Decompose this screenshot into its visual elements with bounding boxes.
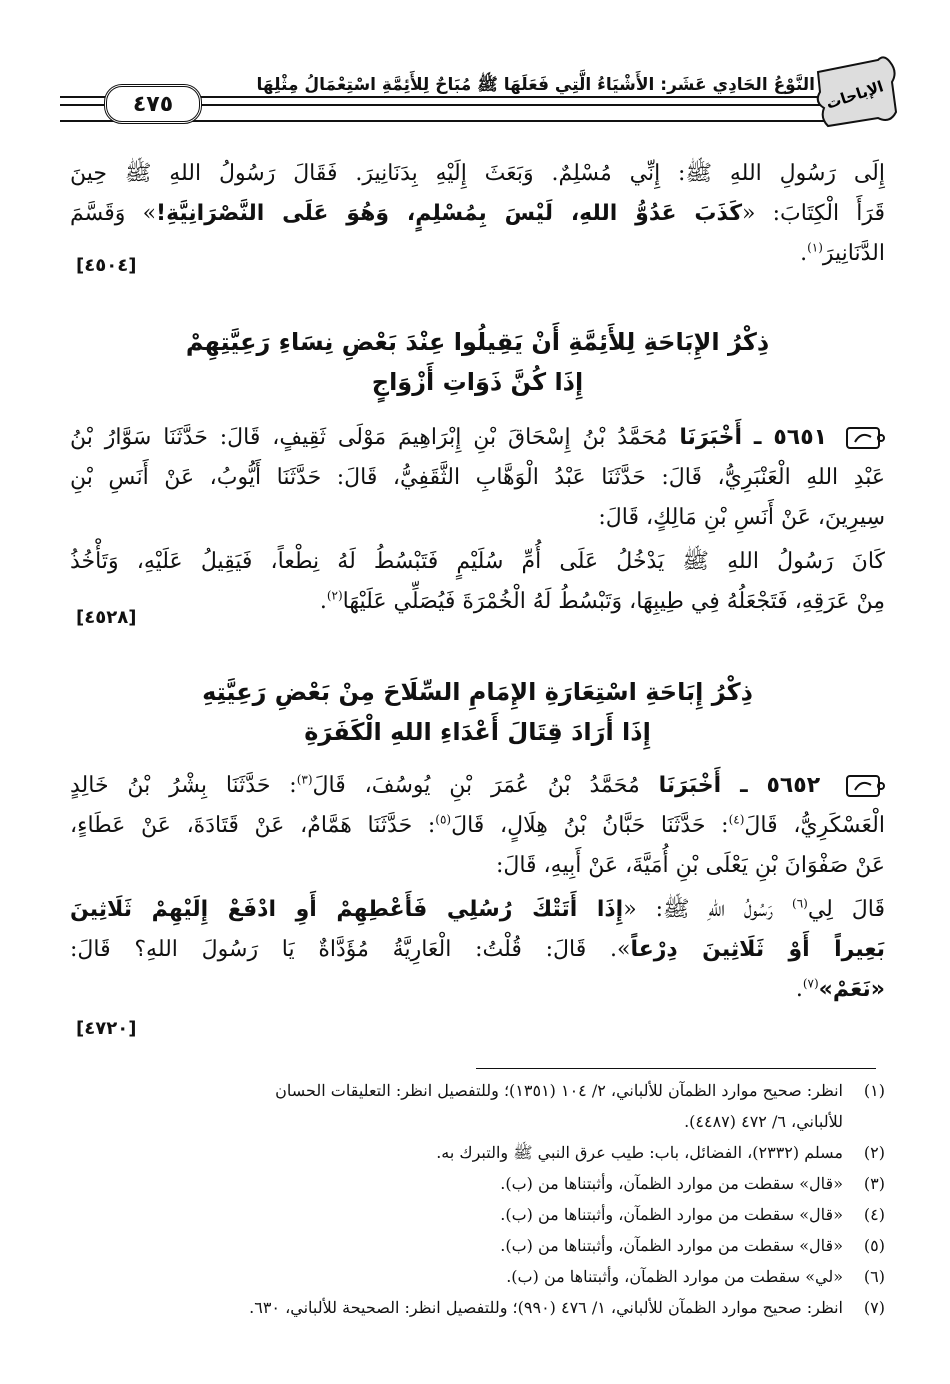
footnote-marker[interactable]: (٢) bbox=[326, 588, 343, 603]
text-span: مُحَمَّدُ بْنُ عُمَرَ بْنِ يُوسُفَ، قَالَ bbox=[312, 773, 640, 798]
akhbarana-label: أَخْبَرَنَا bbox=[679, 425, 743, 450]
footnote-number: (٧) bbox=[863, 1298, 885, 1317]
heading-line: إِذَا كُنَّ ذَوَاتِ أَزْوَاجٍ bbox=[371, 368, 584, 396]
text-span: : حَدَّثَنَا حَبَّانُ بْنُ هِلَالٍ، قَالَ bbox=[451, 813, 729, 838]
footnote-line bbox=[70, 1137, 885, 1168]
footnote-line bbox=[70, 1199, 885, 1230]
footnote-line bbox=[70, 1292, 885, 1323]
footnote-line bbox=[70, 1075, 885, 1106]
hadith-5651 bbox=[70, 418, 885, 622]
page-number: ٤٧٥ bbox=[104, 84, 202, 124]
text-span: الْعَسْكَرِيُّ، قَالَ bbox=[744, 813, 885, 838]
hadith-marker-icon bbox=[845, 425, 885, 451]
text-line bbox=[70, 890, 885, 930]
text-line: ٥٦٥٢ ـ أَخْبَرَنَا مُحَمَّدُ بْنُ عُمَرَ بْنِ يُوسُفَ، قَالَ$^{(٣)}$: حَدَّثَنَا بِشْرُ بْنُ خَالِدٍ bbox=[70, 766, 885, 806]
chapter-heading bbox=[70, 322, 885, 402]
text-line bbox=[70, 930, 885, 970]
emblem-text: الإباحات bbox=[823, 77, 886, 113]
reference-number: [٤٧٢٠] bbox=[76, 1018, 137, 1039]
footnote-separator bbox=[476, 1068, 876, 1069]
footnote-text: «لي» سقطت من موارد الظمآن، وأثبتناها من (ب). bbox=[506, 1267, 843, 1286]
footnote-marker[interactable]: (١) bbox=[807, 240, 823, 255]
footnote-line bbox=[70, 1230, 885, 1261]
text-span: قَالَ لِي bbox=[807, 897, 886, 922]
heading-line: إِذَا أَرَادَ قِتَالَ أَعْدَاءِ اللهِ الْكَفَرَةِ bbox=[304, 718, 651, 746]
footnote-number: (٢) bbox=[863, 1143, 885, 1162]
heading-line: ذِكْرُ إِبَاحَةِ اسْتِعَارَةِ الإِمَامِ السِّلَاحَ مِنْ بَعْضِ رَعِيَّتِهِ bbox=[202, 678, 753, 706]
footnote-marker[interactable]: (٦) bbox=[792, 896, 808, 911]
footnote-line bbox=[70, 1261, 885, 1292]
hadith-number: ٥٦٥٢ bbox=[766, 773, 821, 798]
footnote-text: «قال» سقطت من موارد الظمآن، وأثبتناها من (ب). bbox=[500, 1236, 843, 1255]
footnote-text: مسلم (٢٣٣٢)، الفضائل، باب: طيب عرق النبي ﷺ والتبرك به. bbox=[436, 1143, 843, 1162]
text-span: رَسُولُ اللهِ ﷺ: « bbox=[623, 897, 793, 922]
hadith-quote-bold: «نَعَمْ» bbox=[818, 977, 885, 1002]
footnote-number: (٥) bbox=[863, 1236, 885, 1255]
footnote-number: (٣) bbox=[863, 1174, 885, 1193]
footnote-line bbox=[70, 1168, 885, 1199]
text-span: ». قَالَ: قُلْتُ: الْعَارِيَّةُ مُؤَدَّاةٌ يَا رَسُولَ اللهِ؟ قَالَ: bbox=[70, 937, 631, 962]
footnotes bbox=[70, 1075, 885, 1323]
hadith-quote-bold: بَعِيراً أَوْ ثَلَاثِينَ دِرْعاً bbox=[630, 937, 886, 962]
footnote-marker[interactable]: (٥) bbox=[435, 812, 452, 827]
footnote-marker[interactable]: (٧) bbox=[802, 976, 819, 991]
text-span: : حَدَّثَنَا هَمَّامٌ، عَنْ قَتَادَةَ، عَنْ عَطَاءٍ، bbox=[70, 813, 436, 838]
footnote-number: (١) bbox=[863, 1081, 885, 1100]
text-line: سِيرِينَ، عَنْ أَنَسِ بْنِ مَالِكٍ، قَالَ: bbox=[598, 505, 885, 530]
hadith-number: ٥٦٥١ bbox=[773, 425, 828, 450]
text-span: . bbox=[800, 241, 808, 266]
text-span: » وَقَسَّمَ bbox=[70, 201, 157, 226]
akhbarana-label: أَخْبَرَنَا bbox=[658, 773, 722, 798]
footnote-number: (٤) bbox=[863, 1205, 885, 1224]
text-line bbox=[70, 582, 885, 622]
footnote-marker[interactable]: (٣) bbox=[296, 772, 313, 787]
text-line: كَانَ رَسُولُ اللهِ ﷺ يَدْخُلُ عَلَى أُمِّ سُلَيْمٍ فَتَبْسُطُ لَهُ نِطْعاً، فَيَقِيلُ عَلَيْهِ، وَتَأْخُذُ bbox=[70, 549, 885, 574]
puzzle-emblem bbox=[808, 52, 903, 132]
text-line: ٥٦٥١ ـ أَخْبَرَنَا مُحَمَّدُ بْنُ إِسْحَاقَ بْنِ إِبْرَاهِيمَ مَوْلَى ثَقِيفٍ، قَالَ: حَدَّثَنَا سَوَّارُ بْنُ bbox=[70, 418, 885, 458]
footnote-line bbox=[70, 1106, 885, 1137]
footnote-text: «قال» سقطت من موارد الظمآن، وأثبتناها من (ب). bbox=[500, 1205, 843, 1224]
text-span: قَرَأَ الْكِتَابَ: « bbox=[742, 201, 885, 226]
reference-number: [٤٥٠٤] bbox=[76, 255, 137, 276]
hadith-quote-bold: إِذَا أَتَتْكَ رُسُلِي فَأَعْطِهِمْ أَوِ ادْفَعْ إِلَيْهِمْ ثَلَاثِينَ bbox=[70, 897, 624, 922]
text-span: . bbox=[319, 589, 327, 614]
footnote-number: (٦) bbox=[863, 1267, 885, 1286]
footnote-text: انظر: صحيح موارد الظمآن للألباني، ٢/ ١٠٤ (١٣٥١)؛ وللتفصيل انظر: التعليقات الحسان bbox=[275, 1081, 843, 1100]
chapter-heading bbox=[70, 672, 885, 752]
text-span: . bbox=[795, 977, 803, 1002]
text-span: مُحَمَّدُ بْنُ إِسْحَاقَ بْنِ إِبْرَاهِيمَ مَوْلَى ثَقِيفٍ، قَالَ: حَدَّثَنَا سَوَّارُ بْنُ bbox=[70, 425, 668, 450]
reference-number: [٤٥٢٨] bbox=[76, 607, 137, 628]
running-header-title: النَّوْعُ الحَادِي عَشَر: الأَشْيَاءُ الَّتِي فَعَلَهَا ﷺ مُبَاحٌ لِلأَئِمَّةِ اسْتِعْمَالُ مِثْلِهَا bbox=[256, 75, 815, 95]
hadith-marker-icon bbox=[845, 773, 885, 799]
text-line: عَبْدِ اللهِ الْعَنْبَرِيُّ، قَالَ: حَدَّثَنَا عَبْدُ الْوَهَّابِ الثَّقَفِيُّ، قَالَ: حَدَّثَنَا أَيُّوبُ، عَنْ أَنَسِ بْنِ bbox=[70, 465, 885, 490]
footnote-marker[interactable]: (٤) bbox=[728, 812, 745, 827]
text-line: عَنْ صَفْوَانَ بْنِ يَعْلَى بْنِ أُمَيَّةَ، عَنْ أَبِيهِ، قَالَ: bbox=[495, 853, 885, 878]
text-line bbox=[70, 806, 885, 846]
text-span: : حَدَّثَنَا بِشْرُ بْنُ خَالِدٍ bbox=[70, 773, 297, 798]
text-line: إِلَى رَسُولِ اللهِ ﷺ: إِنِّي مُسْلِمٌ. وَبَعَثَ إِلَيْهِ بِدَنَانِيرَ. فَقَالَ رَسُولُ اللهِ ﷺ حِينَ bbox=[70, 161, 885, 186]
heading-line: ذِكْرُ الإِبَاحَةِ لِلأَئِمَّةِ أَنْ يَقِيلُوا عِنْدَ بَعْضِ نِسَاءِ رَعِيَّتِهِمْ bbox=[185, 328, 770, 356]
text-line bbox=[70, 970, 885, 1010]
footnote-text: «قال» سقطت من موارد الظمآن، وأثبتناها من (ب). bbox=[500, 1174, 843, 1193]
footnote-text: انظر: صحيح موارد الظمآن للألباني، ١/ ٤٧٦ (٩٩٠)؛ وللتفصيل انظر: الصحيحة للألباني، ٦٣٠. bbox=[249, 1298, 843, 1317]
text-line bbox=[70, 234, 885, 274]
text-line bbox=[70, 194, 885, 234]
footnote-text: للألباني، ٦/ ٤٧٢ (٤٤٨٧). bbox=[684, 1112, 843, 1131]
hadith-5652 bbox=[70, 766, 885, 1010]
continuation-paragraph bbox=[70, 154, 885, 274]
text-span: مِنْ عَرَقِهِ، فَتَجْعَلُهُ فِي طِيبِهَا، وَتَبْسُطُ لَهُ الْخُمْرَةَ فَيُصَلِّي عَلَيْهَا bbox=[342, 589, 885, 614]
text-span: الدَّنَانِيرَ bbox=[822, 241, 885, 266]
hadith-quote-bold: كَذَبَ عَدُوُّ اللهِ، لَيْسَ بِمُسْلِمٍ، وَهُوَ عَلَى النَّصْرَانِيَّةِ! bbox=[156, 201, 742, 226]
